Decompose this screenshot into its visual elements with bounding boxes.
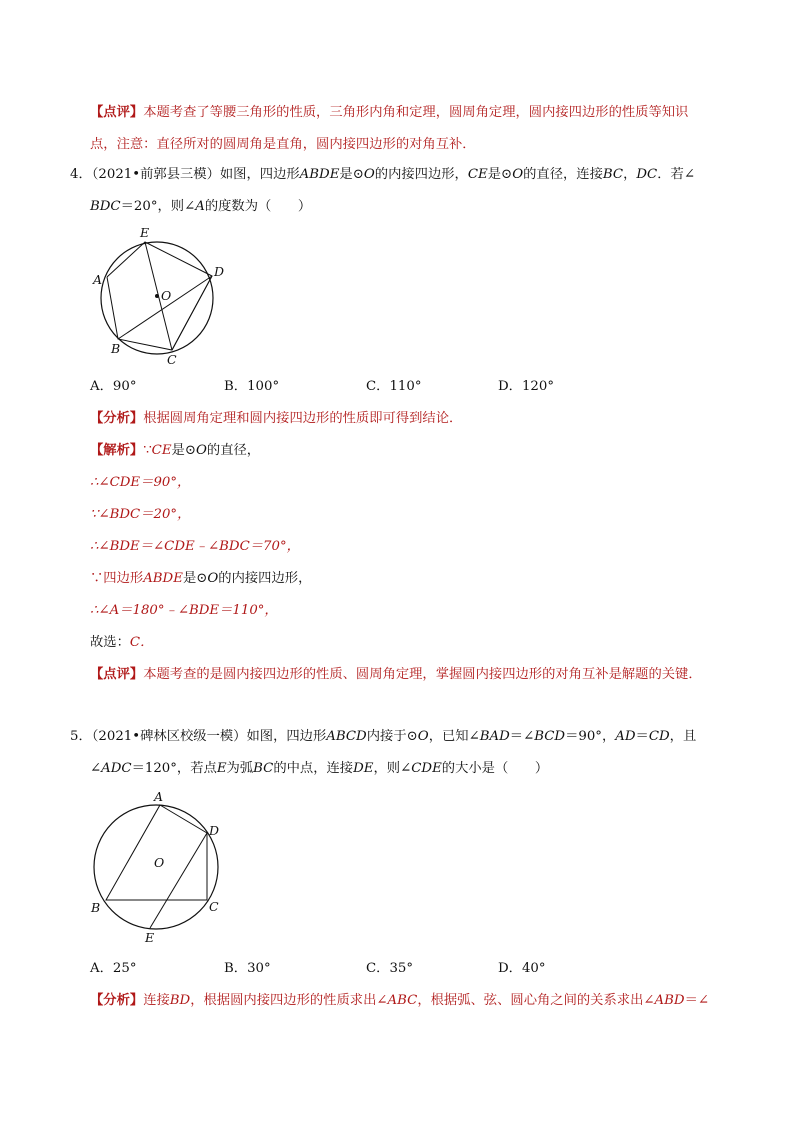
- q4-var-o: O: [512, 167, 524, 182]
- q4-option-c[interactable]: C．110°: [366, 379, 422, 394]
- q4-stem-line-1: [70, 166, 695, 184]
- q4-review-tag: 【点评】: [90, 667, 144, 682]
- q5-var: BAD: [479, 729, 510, 744]
- q4-stem-line-2: [90, 198, 311, 216]
- q5-analysis-var: ABD: [654, 993, 685, 1008]
- q5-number: 5．: [70, 729, 92, 744]
- review-line-1: [90, 104, 688, 122]
- q5-var: CDE: [411, 761, 442, 776]
- q4-solution-tag: 【解析】: [90, 443, 144, 458]
- q4-label-d: D: [214, 264, 225, 279]
- q5-label-o: O: [154, 855, 165, 870]
- q4-option-a[interactable]: A．90°: [90, 379, 137, 394]
- q4-sol-var: CE: [151, 443, 172, 458]
- q5-stem-text: 的中点，连接: [273, 761, 354, 776]
- q5-analysis-text: ＝∠: [684, 993, 710, 1008]
- q4-stem-text: ，: [623, 167, 637, 182]
- q4-stem-text: 的内接四边形，: [374, 167, 468, 182]
- q4-choice-label: 故选：: [90, 635, 130, 650]
- q4-label-e: E: [140, 225, 150, 240]
- q4-sol-var: ABDE: [143, 571, 183, 586]
- q4-review: [90, 666, 702, 684]
- q4-sol-text: ∵四边形: [90, 571, 144, 586]
- q4-choice: [90, 634, 153, 652]
- q4-line-dc: [172, 276, 212, 350]
- review-text: 本题考查了等腰三角形的性质，三角形内角和定理，圆周角定理，圆内接四边形的性质等知识: [143, 105, 689, 120]
- q4-stem-text: 是⊙: [487, 167, 513, 182]
- q5-var: CD: [648, 729, 670, 744]
- q4-sol-text: 的内接四边形，: [218, 571, 312, 586]
- q5-label-a: A: [154, 790, 164, 804]
- q4-var-o: O: [363, 167, 375, 182]
- q4-solution-6: ∴∠A＝180°﹣∠BDE＝110°，: [90, 603, 278, 618]
- q5-option-a[interactable]: A．25°: [90, 961, 137, 976]
- q4-solution-5: [90, 570, 311, 588]
- q4-sol-text: 是⊙: [171, 443, 196, 458]
- q5-stem-text: ＝∠: [509, 729, 535, 744]
- q5-label-b: B: [91, 900, 101, 915]
- q5-analysis-text: ，根据弧、弦、圆心角之间的关系求出∠: [417, 993, 655, 1008]
- q4-number: 4．: [70, 167, 92, 182]
- q4-option-b[interactable]: B．100°: [224, 379, 280, 394]
- q5-figure: [88, 790, 238, 950]
- q5-label-d: D: [209, 823, 220, 838]
- q5-analysis-var: ABC: [387, 993, 418, 1008]
- review-line-2: 点，注意：直径所对的圆周角是直角，圆内接四边形的对角互补．: [90, 137, 476, 152]
- q4-sol-var: O: [196, 443, 207, 458]
- q5-stem-text: ，且: [669, 729, 697, 744]
- q5-stem-text: ＝: [635, 729, 649, 744]
- q4-label-a: A: [93, 272, 103, 287]
- q4-stem-text: ＝20°，则∠: [120, 199, 196, 214]
- q4-solution-2: ∴∠CDE＝90°，: [90, 475, 191, 490]
- q4-sol-text: 是⊙: [182, 571, 208, 586]
- q5-var: BC: [253, 761, 274, 776]
- q4-stem-text: ．若∠: [657, 167, 695, 182]
- q5-var: AD: [615, 729, 636, 744]
- q4-sol-text: ∵: [143, 443, 152, 458]
- q5-stem-text: ＝90°，: [565, 729, 616, 744]
- q4-stem-text: 如图，四边形: [219, 167, 300, 182]
- q4-var-dc: DC: [636, 167, 658, 182]
- q4-var-abde: ABDE: [299, 167, 340, 182]
- q4-label-o: O: [161, 288, 172, 303]
- q4-analysis: [90, 410, 462, 428]
- q4-option-d[interactable]: D．120°: [498, 379, 554, 394]
- q5-analysis-text: ，根据圆内接四边形的性质求出∠: [190, 993, 388, 1008]
- q4-var-ce: CE: [467, 167, 488, 182]
- q5-label-c: C: [209, 899, 219, 914]
- q5-var: O: [417, 729, 429, 744]
- q4-sol-var: O: [207, 571, 219, 586]
- q5-option-b[interactable]: B．30°: [224, 961, 271, 976]
- q5-stem-text: 如图，四边形: [246, 729, 327, 744]
- q5-option-d[interactable]: D．40°: [498, 961, 546, 976]
- q5-var: BCD: [534, 729, 566, 744]
- q4-var-a: A: [195, 199, 205, 214]
- q5-stem-text: 为弧: [226, 761, 254, 776]
- q4-sol-text: 的直径，: [206, 443, 261, 458]
- q5-stem-line-1: [70, 728, 696, 746]
- q4-label-b: B: [111, 341, 121, 356]
- q5-var: ADC: [101, 761, 132, 776]
- q4-stem-text: 是⊙: [339, 167, 364, 182]
- q4-line-bd: [118, 276, 212, 339]
- q5-quadrilateral: [106, 805, 207, 900]
- q5-stem-text: ，则∠: [373, 761, 412, 776]
- q5-line-de: [150, 833, 207, 928]
- q5-stem-text: 内接于⊙: [366, 729, 418, 744]
- q5-stem-text: ∠: [90, 761, 102, 776]
- q5-option-c[interactable]: C．35°: [366, 961, 414, 976]
- q4-analysis-text: 根据圆周角定理和圆内接四边形的性质即可得到结论．: [143, 411, 463, 426]
- q4-label-c: C: [167, 352, 177, 367]
- q5-analysis-tag: 【分析】: [90, 993, 144, 1008]
- q4-stem-text: 的度数为（ ）: [204, 199, 312, 214]
- q5-var: E: [216, 761, 227, 776]
- q5-analysis-text: 连接: [143, 993, 170, 1008]
- q4-figure: [88, 222, 238, 372]
- q5-label-e: E: [145, 930, 155, 945]
- q4-solution-1: [90, 442, 260, 460]
- q4-choice-value: C．: [129, 635, 154, 650]
- q4-var-bc: BC: [602, 167, 624, 182]
- q5-stem-line-2: [90, 760, 548, 778]
- q4-stem-text: 的直径，连接: [523, 167, 603, 182]
- q5-stem-text: ＝120°，若点: [131, 761, 217, 776]
- q5-stem-text: ，已知∠: [428, 729, 480, 744]
- q4-solution-3: ∵∠BDC＝20°，: [90, 507, 191, 522]
- q5-var: ABCD: [326, 729, 367, 744]
- q5-analysis-var: BD: [169, 993, 191, 1008]
- q5-analysis: [90, 992, 709, 1010]
- review-tag: 【点评】: [90, 105, 144, 120]
- q4-review-text: 本题考查的是圆内接四边形的性质、圆周角定理，掌握圆内接四边形的对角互补是解题的关键．: [143, 667, 702, 682]
- q4-var-bdc: BDC: [90, 199, 121, 214]
- q4-source: （2021•前郭县三模）: [91, 167, 220, 182]
- q4-solution-4: ∴∠BDE＝∠CDE﹣∠BDC＝70°，: [90, 539, 300, 554]
- q5-stem-text: 的大小是（ ）: [441, 761, 549, 776]
- q4-center-dot: [155, 294, 159, 298]
- q5-source: （2021•碑林区校级一模）: [91, 729, 247, 744]
- q5-var: DE: [353, 761, 374, 776]
- q4-analysis-tag: 【分析】: [90, 411, 144, 426]
